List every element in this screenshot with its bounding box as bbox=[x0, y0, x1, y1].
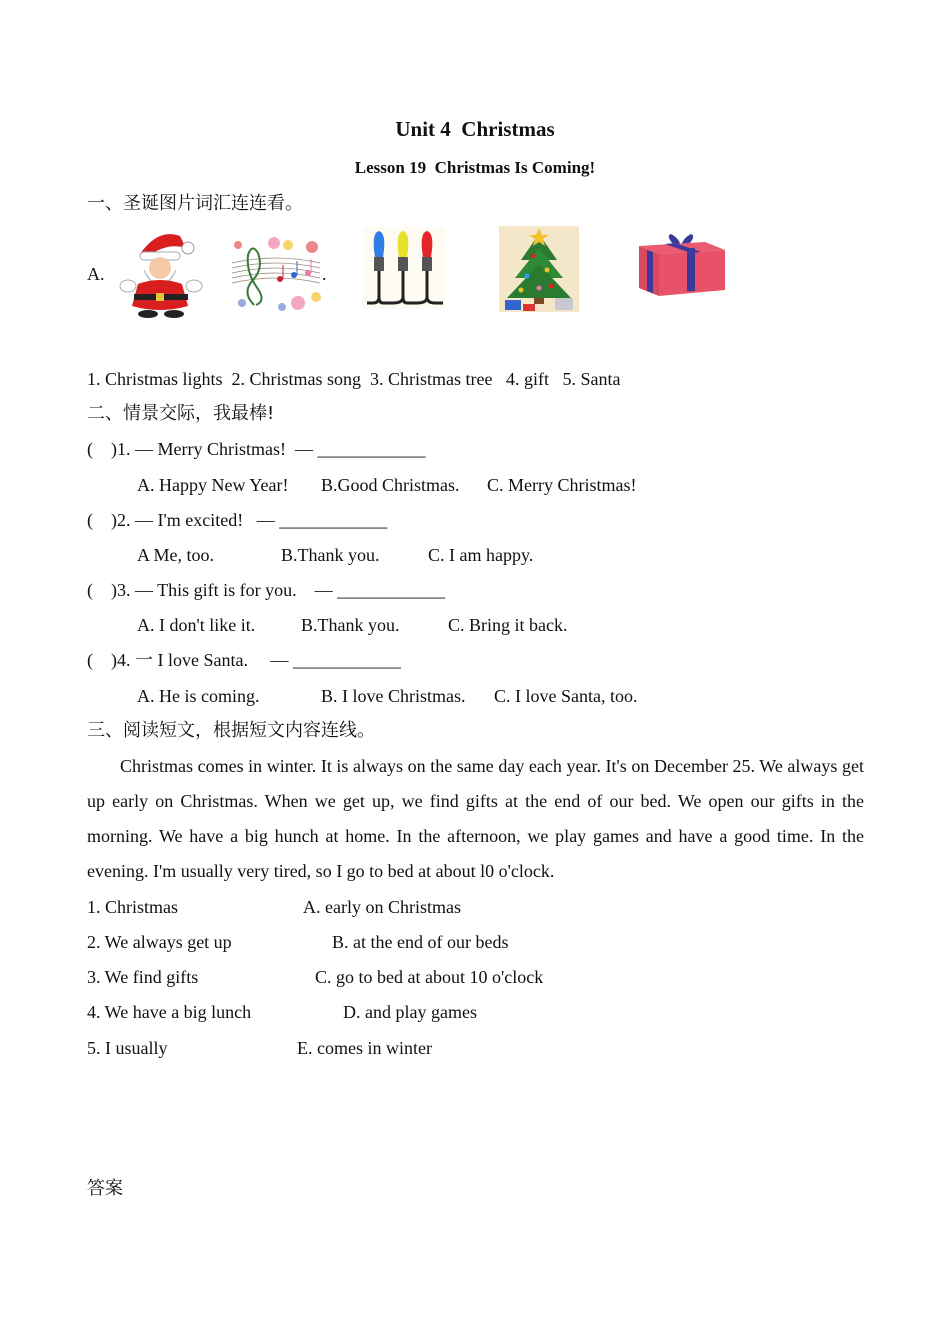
christmas-lights-image bbox=[363, 227, 445, 309]
section1-heading: 一、圣诞图片词汇连连看。 bbox=[87, 193, 303, 214]
match-left-5: 5. I usually bbox=[87, 1038, 168, 1058]
reading-passage: Christmas comes in winter. It is always on the same day each year. It's on December 25. We always get up early on Christmas. When we get up, we find gifts at the end of our bed. We open our gifts in the morning. We have a big hunch at home. In the afternoon, we play games and have a good time. In the evening. I'm usually very tired, so I go to bed at about l0 o'clock. bbox=[87, 756, 864, 881]
q2-option-b: B.Thank you. bbox=[281, 545, 380, 565]
stray-dot: . bbox=[322, 264, 327, 284]
q4-option-b: B. I love Christmas. bbox=[321, 686, 466, 706]
q4-option-a: A. He is coming. bbox=[137, 686, 260, 706]
q1-option-b: B.Good Christmas. bbox=[321, 475, 460, 495]
question-4: ( )4. 一 I love Santa. — ____________ bbox=[87, 650, 401, 670]
section2-heading: 二、情景交际，我最棒! bbox=[87, 403, 275, 424]
q4-option-c: C. I love Santa, too. bbox=[494, 686, 638, 706]
vocab-word-list: 1. Christmas lights 2. Christmas song 3. Christmas tree 4. gift 5. Santa bbox=[87, 369, 621, 389]
section3-heading: 三、阅读短文，根据短文内容连线。 bbox=[87, 720, 375, 741]
santa-image bbox=[118, 226, 204, 318]
match-right-e: E. comes in winter bbox=[297, 1038, 432, 1058]
match-left-3: 3. We find gifts bbox=[87, 967, 199, 987]
match-left-1: 1. Christmas bbox=[87, 897, 179, 917]
lesson-title: Lesson 19 Christmas Is Coming! bbox=[354, 158, 596, 177]
match-right-a: A. early on Christmas bbox=[303, 897, 461, 917]
q2-option-a: A Me, too. bbox=[137, 545, 215, 565]
match-right-c: C. go to bed at about 10 o'clock bbox=[315, 967, 544, 987]
match-right-b: B. at the end of our beds bbox=[332, 932, 509, 952]
q3-option-b: B.Thank you. bbox=[301, 615, 400, 635]
page-title: Unit 4 Christmas bbox=[395, 117, 555, 141]
question-3: ( )3. — This gift is for you. — ____________ bbox=[87, 580, 446, 600]
christmas-tree-image bbox=[499, 226, 579, 312]
match-right-d: D. and play games bbox=[343, 1002, 477, 1022]
gift-image bbox=[635, 232, 727, 298]
match-left-4: 4. We have a big lunch bbox=[87, 1002, 252, 1022]
match-left-2: 2. We always get up bbox=[87, 932, 232, 952]
q1-option-a: A. Happy New Year! bbox=[137, 475, 289, 495]
q3-option-a: A. I don't like it. bbox=[137, 615, 256, 635]
q2-option-c: C. I am happy. bbox=[428, 545, 534, 565]
answers-heading: 答案 bbox=[87, 1178, 123, 1199]
label-a: A. bbox=[87, 264, 105, 284]
christmas-song-image bbox=[228, 233, 324, 317]
q3-option-c: C. Bring it back. bbox=[448, 615, 568, 635]
question-2: ( )2. — I'm excited! — ____________ bbox=[87, 510, 388, 530]
question-1: ( )1. — Merry Christmas! — ____________ bbox=[87, 439, 426, 459]
q1-option-c: C. Merry Christmas! bbox=[487, 475, 637, 495]
